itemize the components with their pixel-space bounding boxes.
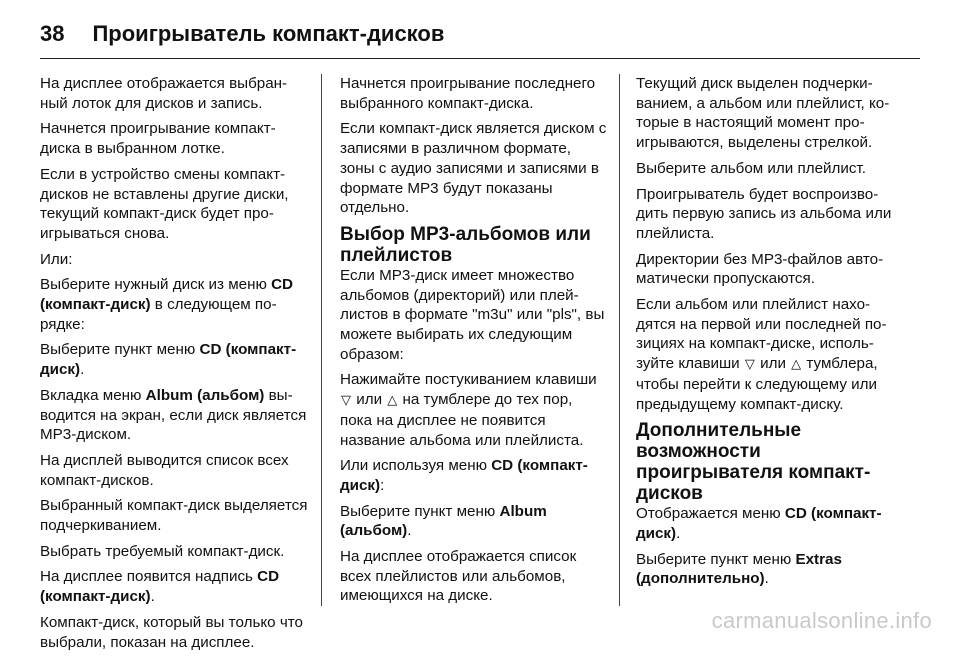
paragraph: Или используя меню CD (компакт-диск): <box>340 457 588 494</box>
paragraph: Начнется проигрывание компакт-диска в выбранном лотке. <box>40 120 276 158</box>
paragraph: Если MP3-диск имеет множество альбомов (директорий) или плейлистов в формате "m3u" или "pls", вы можете выбирать их следующим образом: <box>340 266 605 363</box>
down-arrow-icon: ▽ <box>341 393 351 409</box>
section-heading: Дополнительные возможности проигрывателя компакт-дисков <box>636 420 871 505</box>
paragraph: Компакт-диск, который вы только что выбрали, показан на дисплее. <box>40 613 303 651</box>
column-divider <box>321 74 322 606</box>
up-arrow-icon: △ <box>387 393 398 409</box>
menu-ref: Album (альбом) <box>340 502 547 540</box>
paragraph: Директории без MP3-файлов автоматически пропускаются. <box>636 250 884 288</box>
up-arrow-icon: △ <box>791 357 802 373</box>
menu-ref: Extras (дополнительно) <box>636 550 842 588</box>
paragraph: На дисплее отображается список всех плейлистов или альбомов, имеющихся на диске. <box>340 548 577 605</box>
paragraph: Выбрать требуемый компакт-диск. <box>40 542 285 560</box>
column-1 <box>40 74 308 658</box>
paragraph: Если в устройство смены компакт-дисков не вставлены другие диски, текущий компакт-диск будет проигрываться снова. <box>40 165 289 242</box>
column-2 <box>340 74 608 612</box>
paragraph: Выберите пункт меню Extras (дополнительно). <box>636 550 842 588</box>
paragraph: Если компакт-диск является диском с записями в различном формате, зоны с аудио записями и записями в формате MP3 будут показаны отдельно. <box>340 120 607 217</box>
paragraph: Начнется проигрывание последнего выбранного компакт-диска. <box>340 75 596 112</box>
paragraph: Если альбом или плейлист находятся на первой или последней позициях на компакт-диске, используйте клавиши ▽ или △ тумблера, чтобы перейти к следующему или предыдущему компакт-диску. <box>636 296 887 413</box>
menu-ref: CD (компакт-диск) <box>40 276 294 314</box>
paragraph: Выберите пункт меню CD (компакт-диск). <box>40 341 297 379</box>
menu-ref: Album (альбом) <box>145 386 265 404</box>
paragraph: Вкладка меню Album (альбом) выводится на экран, если диск является MP3-диском. <box>40 386 307 444</box>
paragraph: Текущий диск выделен подчеркиванием, а альбом или плейлист, которые в настоящий момент проигрываются, выделены стрелкой. <box>636 75 890 152</box>
page-number: 38 <box>40 21 65 46</box>
paragraph: Нажимайте постукиванием клавиши ▽ или △ на тумблере до тех пор, пока на дисплее не появится название альбома или плейлиста. <box>340 371 597 449</box>
paragraph: Проигрыватель будет воспроизводить первую запись из альбома или плейлиста. <box>636 185 892 242</box>
paragraph: Отображается меню CD (компакт-диск). <box>636 505 882 542</box>
menu-ref: CD (компакт-диск) <box>40 341 297 379</box>
paragraph: Выбранный компакт-диск выделяется подчеркиванием. <box>40 497 308 535</box>
menu-ref: CD (компакт-диск) <box>40 568 280 606</box>
page-header <box>40 14 444 54</box>
page-title: Проигрыватель компакт-дисков <box>92 21 445 46</box>
menu-ref: CD (компакт-диск) <box>636 505 882 542</box>
paragraph: На дисплей выводится список всех компакт-дисков. <box>40 451 289 489</box>
paragraph: Выберите нужный диск из меню CD (компакт-диск) в следующем порядке: <box>40 276 294 333</box>
paragraph: На дисплее отображается выбранный лоток для дисков и запись. <box>40 75 288 112</box>
paragraph: Выберите пункт меню Album (альбом). <box>340 502 547 540</box>
down-arrow-icon: ▽ <box>744 357 755 373</box>
section-heading: Выбор MP3-альбомов или плейлистов <box>340 223 591 266</box>
column-3 <box>636 74 904 595</box>
paragraph: На дисплее появится надпись CD (компакт-диск). <box>40 568 280 606</box>
paragraph: Выберите альбом или плейлист. <box>636 159 866 177</box>
header-rule <box>40 58 920 59</box>
menu-ref: CD (компакт-диск) <box>340 457 588 494</box>
column-divider <box>619 74 620 606</box>
paragraph: Или: <box>40 250 73 268</box>
watermark: carmanualsonline.info <box>711 608 932 633</box>
